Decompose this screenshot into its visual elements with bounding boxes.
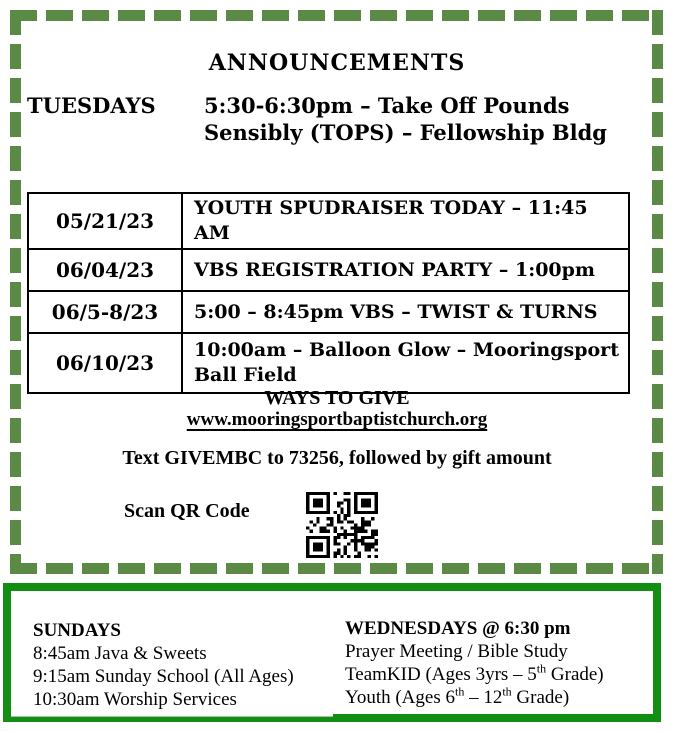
- sundays-item: 10:30am Worship Services: [33, 689, 237, 710]
- tuesdays-schedule-text: [204, 92, 607, 146]
- wednesdays-schedule: [345, 617, 604, 709]
- announcements-title: ANNOUNCEMENTS: [208, 50, 466, 76]
- dashed-border-left: [10, 10, 21, 574]
- event-date-cell: 06/5-8/23: [28, 291, 182, 333]
- events-table: [27, 192, 630, 394]
- event-date-cell: 06/04/23: [28, 249, 182, 291]
- wednesdays-item: Prayer Meeting / Bible Study: [345, 641, 568, 662]
- dashed-border-top: [10, 10, 663, 21]
- wednesdays-item: Youth (Ages 6th – 12th Grade): [345, 684, 570, 708]
- table-row: [28, 193, 629, 249]
- dashed-border-bottom: [10, 563, 663, 574]
- event-desc-cell: 5:00 – 8:45pm VBS – TWIST & TURNS: [182, 291, 629, 333]
- event-date-cell: 06/10/23: [28, 333, 182, 393]
- tuesdays-label: TUESDAYS: [27, 93, 156, 118]
- church-website-link: www.mooringsportbaptistchurch.org: [186, 409, 488, 430]
- sundays-heading: SUNDAYS: [33, 620, 121, 641]
- sundays-item: 8:45am Java & Sweets: [33, 643, 207, 664]
- event-date-cell: 05/21/23: [28, 193, 182, 249]
- weekly-schedule-box: [3, 583, 661, 722]
- sundays-schedule: [33, 619, 294, 711]
- text-to-give-instruction: Text GIVEMBC to 73256, followed by gift amount: [122, 447, 552, 469]
- table-row: [28, 249, 629, 291]
- event-desc-cell: YOUTH SPUDRAISER TODAY – 11:45 AM: [182, 193, 629, 249]
- qr-code-image: [306, 492, 378, 558]
- wednesdays-heading: WEDNESDAYS @ 6:30 pm: [345, 618, 571, 639]
- wednesdays-item: TeamKID (Ages 3yrs – 5th Grade): [345, 661, 604, 685]
- dashed-border-right: [652, 10, 663, 574]
- qr-code-label: Scan QR Code: [124, 500, 250, 522]
- table-row: [28, 291, 629, 333]
- event-desc-cell: VBS REGISTRATION PARTY – 1:00pm: [182, 249, 629, 291]
- tuesdays-schedule-line1: 5:30-6:30pm – Take Off Pounds: [204, 93, 570, 118]
- ways-to-give-heading: WAYS TO GIVE: [264, 387, 410, 409]
- table-row: [28, 333, 629, 393]
- sundays-item: 9:15am Sunday School (All Ages): [33, 666, 294, 687]
- tuesdays-schedule-line2: Sensibly (TOPS) – Fellowship Bldg: [204, 120, 607, 145]
- event-desc-cell: 10:00am – Balloon Glow – Mooringsport Ball Field: [182, 333, 629, 393]
